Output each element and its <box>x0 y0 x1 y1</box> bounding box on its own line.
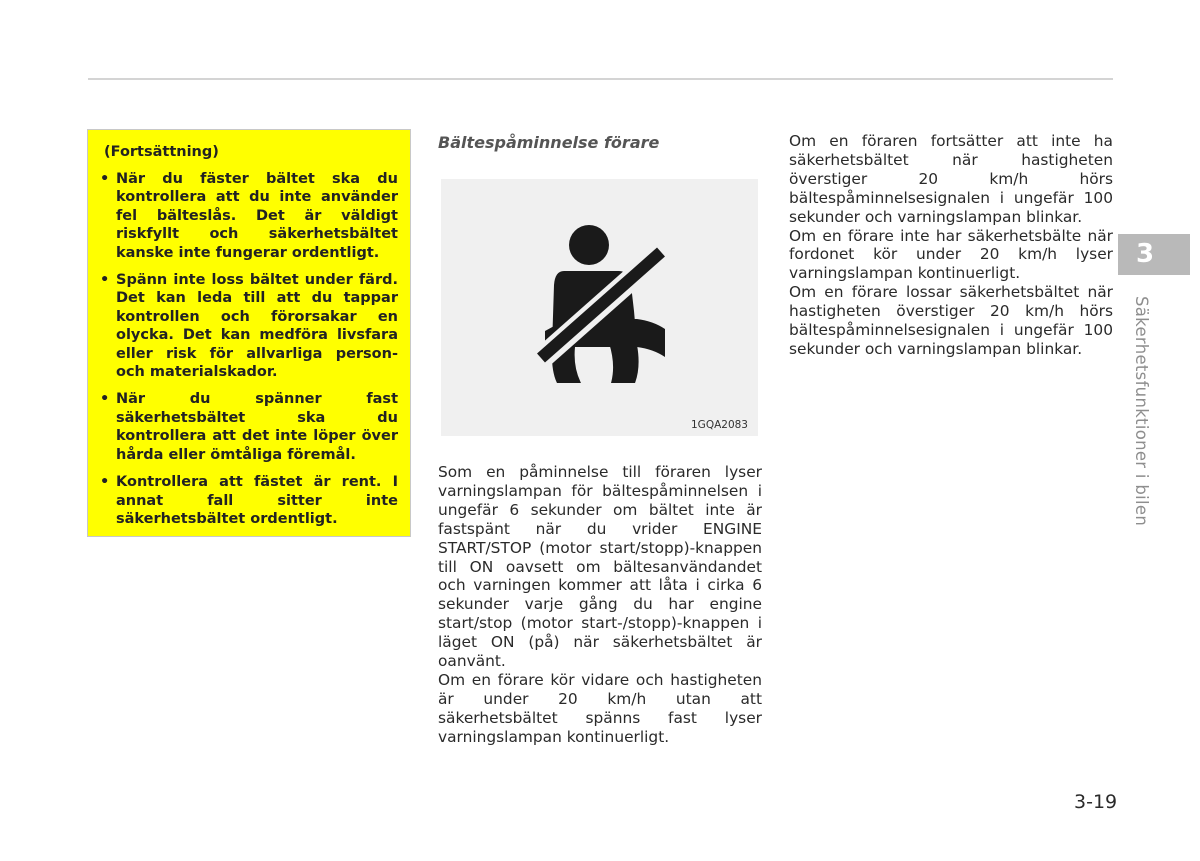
warning-list <box>100 170 398 528</box>
warning-item: • Kontrollera att fästet är rent. I annat fall sitter inte säkerhetsbältet ordentligt. <box>100 473 398 528</box>
warning-item: • Spänn inte loss bältet under färd. Det kan leda till att du tappar kontrollen och förorsakar en olycka. Det kan medföra livsfara eller risk för allvarliga person- och materialskador. <box>100 271 398 381</box>
paragraph: Om en föraren fortsätter att inte ha säkerhetsbältet när hastigheten överstiger 20 km/h hörs bältespåminnelsesignalen i ungefär 100 sekunder och varningslampan blinkar. <box>789 132 1113 226</box>
paragraph: Om en förare lossar säkerhetsbältet när hastigheten överstiger 20 km/h hörs bältespåminnelsesignalen i ungefär 100 sekunder och varningslampan blinkar. <box>789 283 1113 358</box>
right-column <box>789 132 1113 359</box>
paragraph: Som en påminnelse till föraren lyser varningslampan för bältespåminnelsen i ungefär 6 sekunder om bältet inte är fastspänt när du vrider ENGINE START/STOP (motor start/stopp)-knappen till ON oavsett om bältesanvändandet och varningen kommer att låta i cirka 6 sekunder varje gång du har engine start/stop (motor start-/stopp)-knappen i läget ON (på) när säkerhetsbältet är oanvänt. <box>438 463 762 671</box>
header-rule <box>88 78 1113 80</box>
warning-item: • När du spänner fast säkerhetsbältet ska du kontrollera att det inte löper över hårda eller ömtåliga föremål. <box>100 390 398 464</box>
seatbelt-warning-icon <box>441 179 758 436</box>
warning-title: (Fortsättning) <box>104 144 219 160</box>
section-heading: Bältespåminnelse förare <box>438 133 660 152</box>
figure-code: 1GQA2083 <box>691 419 748 431</box>
paragraph: Om en förare inte har säkerhetsbälte när fordonet kör under 20 km/h lyser varningslampan kontinuerligt. <box>789 226 1113 283</box>
page-number: 3-19 <box>1074 791 1118 813</box>
chapter-title <box>1131 296 1151 546</box>
chapter-tab: 3 <box>1118 234 1190 275</box>
chapter-title-text: Säkerhetsfunktioner i bilen <box>1132 296 1151 527</box>
seatbelt-figure <box>441 179 758 436</box>
paragraph: Om en förare kör vidare och hastigheten är under 20 km/h utan att säkerhetsbältet spänns fast lyser varningslampan kontinuerligt. <box>438 670 762 746</box>
middle-column <box>438 463 762 747</box>
warning-item: • När du fäster bältet ska du kontrollera att du inte använder fel bälteslås. Det är väldigt riskfyllt och säkerhetsbältet kanske inte fungerar ordentligt. <box>100 170 398 262</box>
warning-box <box>87 129 411 537</box>
